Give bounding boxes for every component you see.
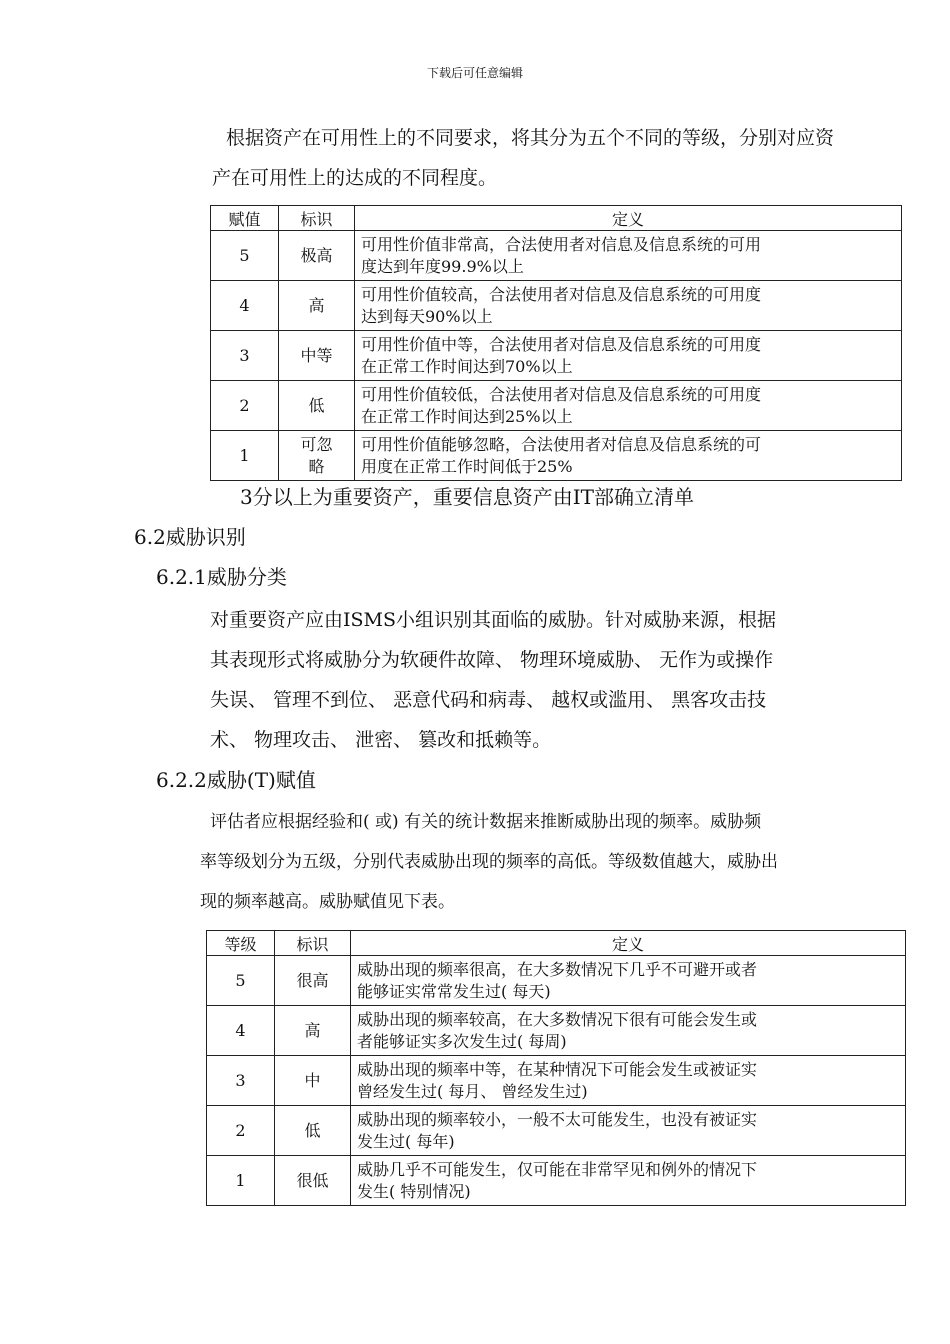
value-cell: 1 <box>211 431 279 481</box>
table-row <box>211 431 902 481</box>
value-cell: 5 <box>207 956 275 1006</box>
label-cell: 中等 <box>279 331 355 381</box>
paragraph-line: 率等级划分为五级，分别代表威胁出现的频率的高低。等级数值越大，威胁出 <box>200 852 778 872</box>
definition-line: 可用性价值能够忽略，合法使用者对信息及信息系统的可 <box>361 434 762 454</box>
definition-line: 发生( 特别情况) <box>357 1181 471 1201</box>
header-cell: 标识 <box>279 206 355 231</box>
label-cell: 极高 <box>279 231 355 281</box>
definition-line: 曾经发生过( 每月、 曾经发生过) <box>357 1081 588 1101</box>
definition-cell <box>351 956 906 1006</box>
definition-line: 威胁出现的频率很高，在大多数情况下几乎不可避开或者 <box>357 959 758 979</box>
definition-cell <box>351 1106 906 1156</box>
section-heading-6-2: 6.2威胁识别 <box>134 525 246 549</box>
important-asset-note: 3分以上为重要资产，重要信息资产由IT部确立清单 <box>240 485 694 509</box>
definition-cell <box>355 281 902 331</box>
value-cell: 2 <box>207 1106 275 1156</box>
definition-line: 达到每天90%以上 <box>361 306 493 326</box>
definition-cell <box>355 231 902 281</box>
table-header-row <box>207 931 906 956</box>
definition-cell <box>351 1156 906 1206</box>
table-row <box>211 281 902 331</box>
definition-line: 威胁出现的频率较高，在大多数情况下很有可能会发生或 <box>357 1009 758 1029</box>
paragraph-line: 对重要资产应由ISMS小组识别其面临的威胁。针对威胁来源，根据 <box>210 609 776 631</box>
definition-cell <box>355 381 902 431</box>
header-cell: 定义 <box>351 931 906 956</box>
value-cell: 5 <box>211 231 279 281</box>
table-row <box>207 1006 906 1056</box>
table-row <box>207 956 906 1006</box>
value-cell: 4 <box>207 1006 275 1056</box>
section-heading-6-2-1: 6.2.1威胁分类 <box>156 565 287 589</box>
definition-cell <box>355 431 902 481</box>
definition-line: 可用性价值较高，合法使用者对信息及信息系统的可用度 <box>361 284 762 304</box>
definition-line: 威胁出现的频率中等，在某种情况下可能会发生或被证实 <box>357 1059 758 1079</box>
definition-line: 在正常工作时间达到25%以上 <box>361 406 573 426</box>
table-row <box>207 1156 906 1206</box>
label-cell: 高 <box>275 1006 351 1056</box>
label-cell: 可忽略 <box>279 431 355 481</box>
definition-line: 用度在正常工作时间低于25% <box>361 456 573 476</box>
table-row <box>211 231 902 281</box>
label-cell: 高 <box>279 281 355 331</box>
definition-line: 发生过( 每年) <box>357 1131 455 1151</box>
definition-cell <box>351 1006 906 1056</box>
availability-table <box>210 205 902 481</box>
paragraph-line: 失误、 管理不到位、 恶意代码和病毒、 越权或滥用、 黑客攻击技 <box>210 689 767 711</box>
paragraph-line: 其表现形式将威胁分为软硬件故障、 物理环境威胁、 无作为或操作 <box>210 649 774 671</box>
intro-line-1: 根据资产在可用性上的不同要求，将其分为五个不同的等级，分别对应资 <box>226 127 835 149</box>
label-cell: 低 <box>279 381 355 431</box>
definition-line: 威胁出现的频率较小，一般不太可能发生，也没有被证实 <box>357 1109 758 1129</box>
definition-line: 在正常工作时间达到70%以上 <box>361 356 573 376</box>
label-cell: 中 <box>275 1056 351 1106</box>
label-cell: 很高 <box>275 956 351 1006</box>
definition-line: 可用性价值中等，合法使用者对信息及信息系统的可用度 <box>361 334 762 354</box>
definition-line: 度达到年度99.9%以上 <box>361 256 524 276</box>
definition-line: 可用性价值较低，合法使用者对信息及信息系统的可用度 <box>361 384 762 404</box>
paragraph-line: 评估者应根据经验和( 或) 有关的统计数据来推断威胁出现的频率。威胁频 <box>210 812 762 832</box>
paragraph-line: 术、 物理攻击、 泄密、 篡改和抵赖等。 <box>210 729 552 751</box>
table-header-row <box>211 206 902 231</box>
table-row <box>211 331 902 381</box>
threat-classification-paragraph <box>210 600 910 760</box>
definition-line: 威胁几乎不可能发生，仅可能在非常罕见和例外的情况下 <box>357 1159 758 1179</box>
header-cell: 定义 <box>355 206 902 231</box>
value-cell: 4 <box>211 281 279 331</box>
definition-cell <box>351 1056 906 1106</box>
paragraph-line: 现的频率越高。威胁赋值见下表。 <box>200 892 455 912</box>
definition-line: 能够证实常常发生过( 每天) <box>357 981 551 1001</box>
value-cell: 3 <box>207 1056 275 1106</box>
threat-table <box>206 930 906 1206</box>
header-cell: 等级 <box>207 931 275 956</box>
label-cell: 低 <box>275 1106 351 1156</box>
table-row <box>207 1106 906 1156</box>
section-heading-6-2-2: 6.2.2威胁(T)赋值 <box>156 768 316 792</box>
table-row <box>207 1056 906 1106</box>
intro-line-2: 产在可用性上的达成的不同程度。 <box>212 167 498 189</box>
value-cell: 3 <box>211 331 279 381</box>
value-cell: 1 <box>207 1156 275 1206</box>
definition-line: 可用性价值非常高，合法使用者对信息及信息系统的可用 <box>361 234 762 254</box>
table-row <box>211 381 902 431</box>
threat-assignment-paragraph <box>200 802 910 922</box>
definition-line: 者能够证实多次发生过( 每周) <box>357 1031 567 1051</box>
definition-cell <box>355 331 902 381</box>
header-cell: 标识 <box>275 931 351 956</box>
value-cell: 2 <box>211 381 279 431</box>
label-cell: 很低 <box>275 1156 351 1206</box>
page-header: 下载后可任意编辑 <box>426 66 523 80</box>
header-cell: 赋值 <box>211 206 279 231</box>
